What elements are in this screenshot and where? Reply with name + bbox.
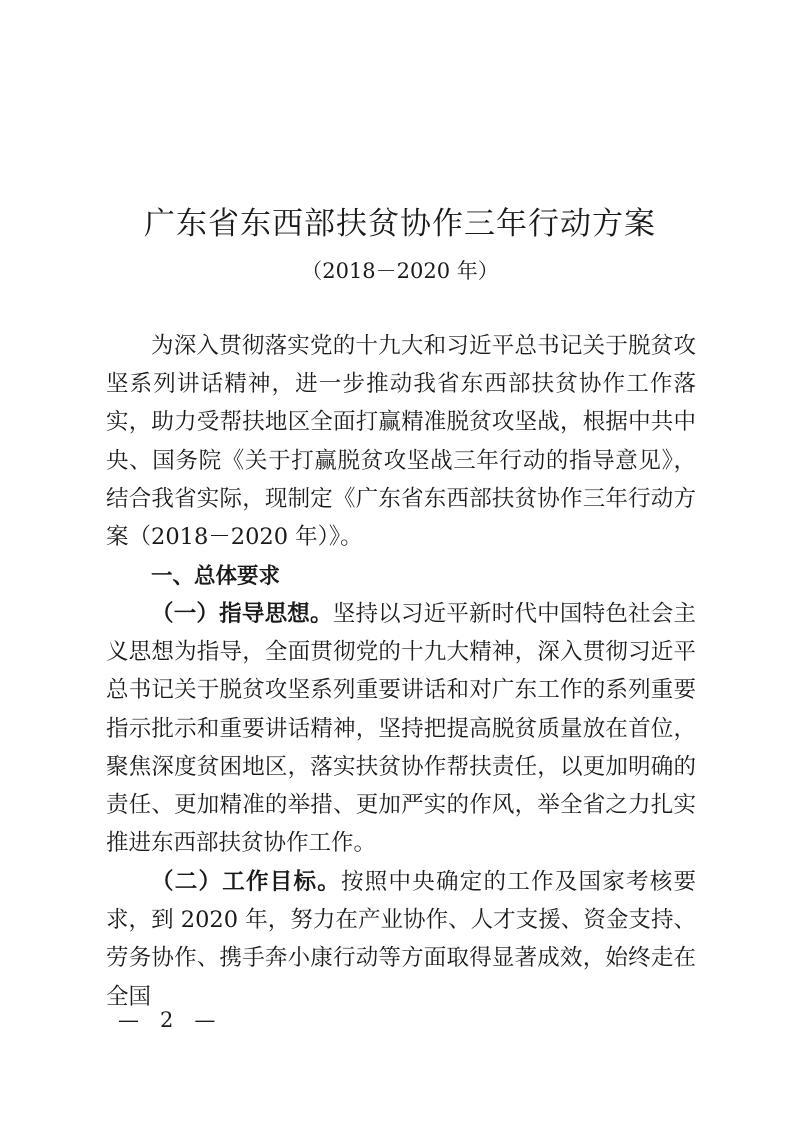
work-goal-text: 按照中央确定的工作及国家考核要求，到 2020 年，努力在产业协作、人才支援、资金支持、劳务协作、携手奔小康行动等方面取得显著成效，始终走在全国 [106, 869, 696, 1010]
document-title: 广东省东西部扶贫协作三年行动方案 [144, 206, 656, 242]
section-heading: 一、总体要求 [151, 564, 281, 589]
page-number: — 2 — [118, 1008, 216, 1032]
guiding-ideology-lead: （一）指导思想。 [151, 601, 333, 627]
work-goal-paragraph [106, 863, 696, 1016]
guiding-ideology-text: 坚持以习近平新时代中国特色社会主义思想为指导，全面贯彻党的十九大精神，深入贯彻习近平总书记关于脱贫攻坚系列重要讲话和对广东工作的系列重要指示批示和重要讲话精神，坚持把提高脱贫质量放在首位，聚焦深度贫困地区，落实扶贫协作帮扶责任，以更加明确的责任、更加精准的举措、更加严实的作风，举全省之力扎实推进东西部扶贫协作工作。 [106, 601, 696, 857]
guiding-ideology-paragraph [106, 595, 696, 862]
document-subtitle: （2018－2020 年） [301, 259, 499, 283]
intro-paragraph: 为深入贯彻落实党的十九大和习近平总书记关于脱贫攻坚系列讲话精神，进一步推动我省东西部扶贫协作工作落实，助力受帮扶地区全面打赢精准脱贫攻坚战，根据中共中央、国务院《关于打赢脱贫攻坚战三年行动的指导意见》，结合我省实际，现制定《广东省东西部扶贫协作三年行动方案（2018－2020 年）》。 [106, 333, 696, 551]
work-goal-lead: （二）工作目标。 [151, 869, 341, 895]
